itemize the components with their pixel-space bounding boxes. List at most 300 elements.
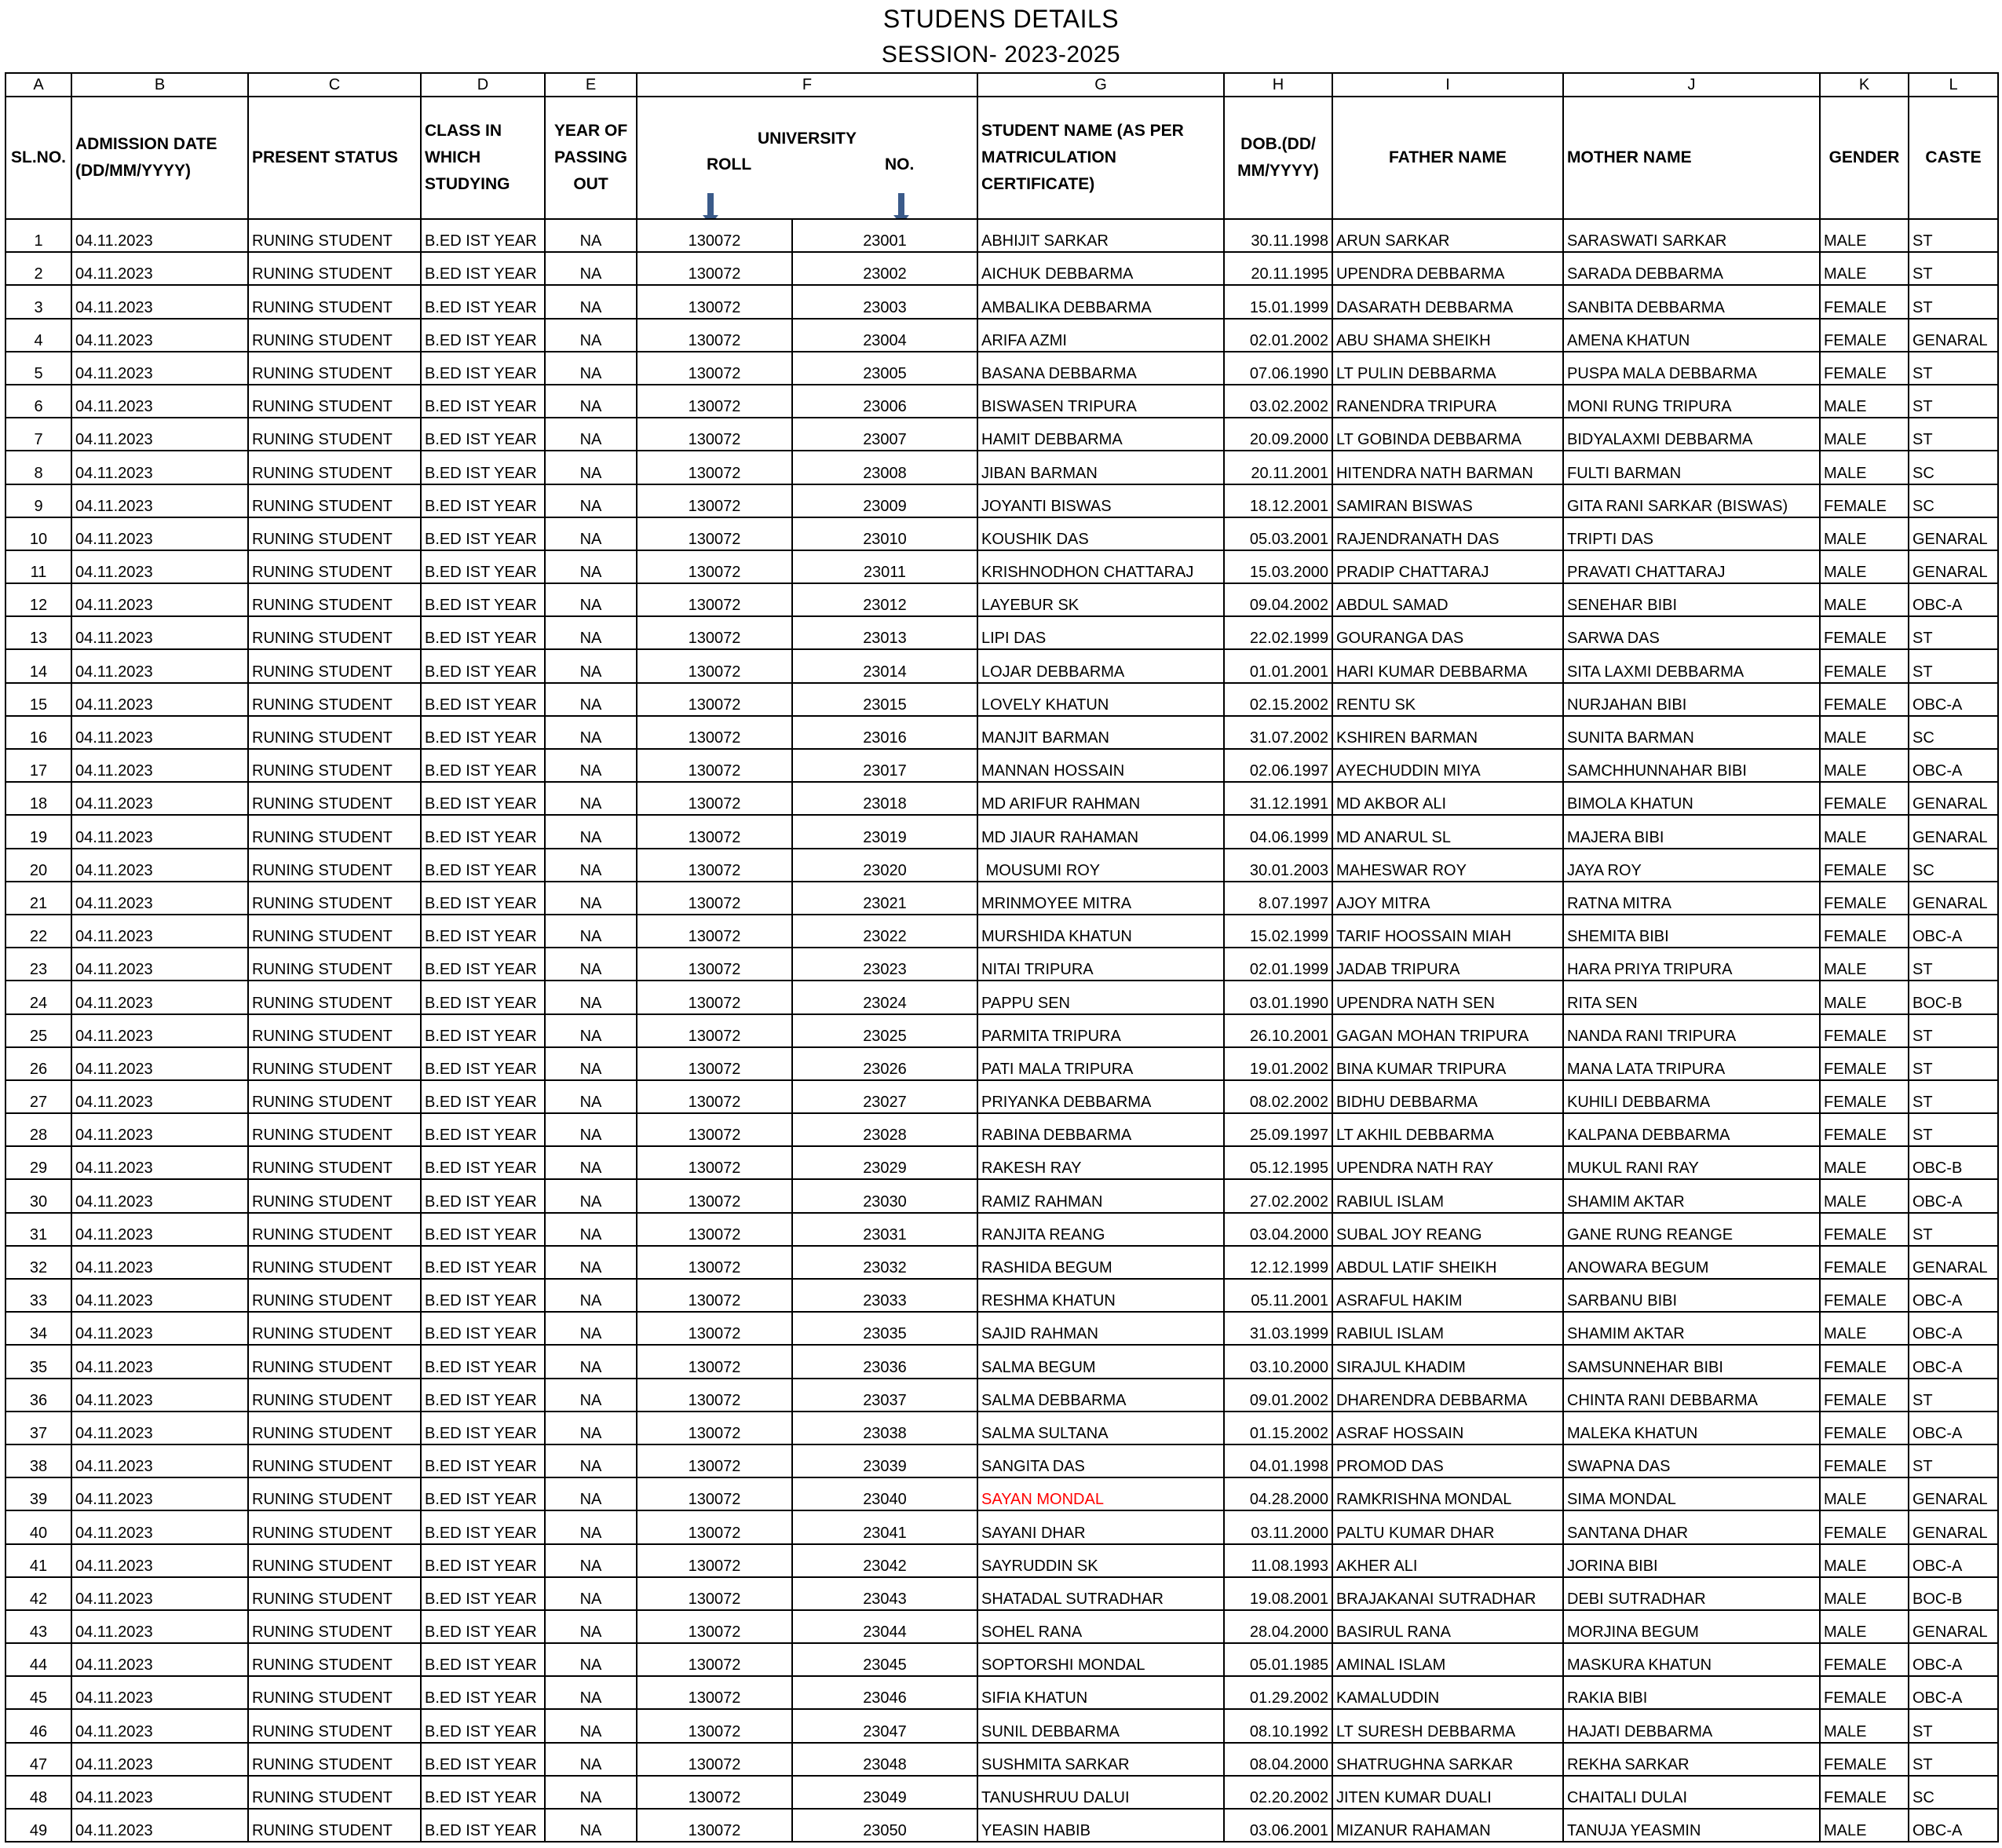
cell-student-name: SANGITA DAS	[977, 1444, 1224, 1477]
cell-university-no: 23044	[792, 1610, 977, 1643]
cell-admission-date: 04.11.2023	[71, 484, 248, 517]
cell-present-status: RUNING STUDENT	[248, 252, 421, 285]
cell-university-roll: 130072	[637, 1146, 792, 1179]
cell-caste: OBC-A	[1909, 1312, 1998, 1345]
cell-gender: FEMALE	[1820, 782, 1909, 815]
cell-admission-date: 04.11.2023	[71, 1014, 248, 1047]
cell-gender: FEMALE	[1820, 1279, 1909, 1312]
cell-university-roll: 130072	[637, 683, 792, 716]
cell-sl-no: 43	[5, 1610, 71, 1643]
cell-university-roll: 130072	[637, 649, 792, 682]
table-row	[5, 1312, 1998, 1345]
cell-year-of-passing: NA	[545, 550, 637, 583]
cell-sl-no: 23	[5, 948, 71, 981]
cell-gender: MALE	[1820, 749, 1909, 782]
cell-year-of-passing: NA	[545, 981, 637, 1013]
cell-university-roll: 130072	[637, 915, 792, 948]
cell-mother-name: SENEHAR BIBI	[1563, 583, 1820, 616]
cell-student-name: RABINA DEBBARMA	[977, 1113, 1224, 1146]
cell-gender: FEMALE	[1820, 1246, 1909, 1279]
cell-student-name: SAYAN MONDAL	[977, 1477, 1224, 1510]
table-row	[5, 1544, 1998, 1577]
cell-mother-name: MORJINA BEGUM	[1563, 1610, 1820, 1643]
header-row	[5, 97, 1998, 219]
cell-class: B.ED IST YEAR	[421, 1444, 545, 1477]
cell-year-of-passing: NA	[545, 815, 637, 848]
cell-university-no: 23041	[792, 1510, 977, 1543]
cell-university-no: 23020	[792, 849, 977, 882]
cell-admission-date: 04.11.2023	[71, 849, 248, 882]
cell-class: B.ED IST YEAR	[421, 1709, 545, 1742]
cell-university-roll: 130072	[637, 550, 792, 583]
cell-caste: OBC-A	[1909, 1279, 1998, 1312]
cell-university-no: 23036	[792, 1345, 977, 1378]
cell-class: B.ED IST YEAR	[421, 1610, 545, 1643]
cell-year-of-passing: NA	[545, 1146, 637, 1179]
cell-student-name: LAYEBUR SK	[977, 583, 1224, 616]
cell-university-no: 23032	[792, 1246, 977, 1279]
cell-student-name: KOUSHIK DAS	[977, 517, 1224, 550]
cell-university-roll: 130072	[637, 1113, 792, 1146]
cell-student-name: RESHMA KHATUN	[977, 1279, 1224, 1312]
cell-present-status: RUNING STUDENT	[248, 1014, 421, 1047]
cell-university-roll: 130072	[637, 1279, 792, 1312]
cell-caste: GENARAL	[1909, 1510, 1998, 1543]
column-letter-b: B	[71, 73, 248, 97]
cell-class: B.ED IST YEAR	[421, 882, 545, 915]
cell-sl-no: 2	[5, 252, 71, 285]
cell-father-name: UPENDRA NATH RAY	[1332, 1146, 1563, 1179]
cell-caste: ST	[1909, 1113, 1998, 1146]
cell-dob: 05.11.2001	[1224, 1279, 1332, 1312]
cell-university-roll: 130072	[637, 1709, 792, 1742]
cell-student-name: SUNIL DEBBARMA	[977, 1709, 1224, 1742]
cell-university-roll: 130072	[637, 1577, 792, 1610]
cell-gender: MALE	[1820, 385, 1909, 418]
column-letter-j: J	[1563, 73, 1820, 97]
cell-class: B.ED IST YEAR	[421, 849, 545, 882]
cell-class: B.ED IST YEAR	[421, 1676, 545, 1709]
cell-class: B.ED IST YEAR	[421, 1213, 545, 1246]
cell-present-status: RUNING STUDENT	[248, 1047, 421, 1080]
cell-university-roll: 130072	[637, 1412, 792, 1444]
cell-admission-date: 04.11.2023	[71, 616, 248, 649]
header-sl-no: SL.NO.	[5, 97, 71, 219]
table-row	[5, 219, 1998, 252]
cell-father-name: RANENDRA TRIPURA	[1332, 385, 1563, 418]
cell-year-of-passing: NA	[545, 1743, 637, 1776]
cell-year-of-passing: NA	[545, 915, 637, 948]
cell-class: B.ED IST YEAR	[421, 815, 545, 848]
cell-sl-no: 27	[5, 1080, 71, 1113]
cell-university-roll: 130072	[637, 1743, 792, 1776]
cell-sl-no: 45	[5, 1676, 71, 1709]
cell-year-of-passing: NA	[545, 882, 637, 915]
cell-father-name: HITENDRA NATH BARMAN	[1332, 451, 1563, 484]
cell-university-no: 23005	[792, 352, 977, 385]
column-letter-f: F	[637, 73, 977, 97]
cell-gender: MALE	[1820, 583, 1909, 616]
cell-caste: ST	[1909, 1213, 1998, 1246]
cell-mother-name: TRIPTI DAS	[1563, 517, 1820, 550]
cell-class: B.ED IST YEAR	[421, 1312, 545, 1345]
cell-present-status: RUNING STUDENT	[248, 1510, 421, 1543]
cell-student-name: TANUSHRUU DALUI	[977, 1776, 1224, 1809]
cell-dob: 31.03.1999	[1224, 1312, 1332, 1345]
cell-sl-no: 47	[5, 1743, 71, 1776]
cell-gender: FEMALE	[1820, 1014, 1909, 1047]
cell-class: B.ED IST YEAR	[421, 319, 545, 352]
column-letter-e: E	[545, 73, 637, 97]
cell-present-status: RUNING STUDENT	[248, 815, 421, 848]
cell-gender: FEMALE	[1820, 1113, 1909, 1146]
header-class: CLASS IN WHICH STUDYING	[421, 97, 545, 219]
table-row	[5, 915, 1998, 948]
cell-dob: 30.11.1998	[1224, 219, 1332, 252]
cell-year-of-passing: NA	[545, 716, 637, 749]
cell-sl-no: 13	[5, 616, 71, 649]
cell-student-name: ABHIJIT SARKAR	[977, 219, 1224, 252]
cell-sl-no: 11	[5, 550, 71, 583]
cell-gender: FEMALE	[1820, 1643, 1909, 1676]
cell-university-no: 23026	[792, 1047, 977, 1080]
cell-mother-name: SHAMIM AKTAR	[1563, 1312, 1820, 1345]
cell-university-no: 23035	[792, 1312, 977, 1345]
cell-mother-name: SIMA MONDAL	[1563, 1477, 1820, 1510]
cell-dob: 08.04.2000	[1224, 1743, 1332, 1776]
cell-present-status: RUNING STUDENT	[248, 451, 421, 484]
cell-gender: FEMALE	[1820, 683, 1909, 716]
cell-university-no: 23050	[792, 1809, 977, 1842]
cell-admission-date: 04.11.2023	[71, 1577, 248, 1610]
cell-student-name: RASHIDA BEGUM	[977, 1246, 1224, 1279]
cell-caste: OBC-A	[1909, 1643, 1998, 1676]
cell-mother-name: SHAMIM AKTAR	[1563, 1179, 1820, 1212]
cell-university-no: 23040	[792, 1477, 977, 1510]
cell-gender: MALE	[1820, 981, 1909, 1013]
cell-sl-no: 39	[5, 1477, 71, 1510]
cell-dob: 08.02.2002	[1224, 1080, 1332, 1113]
cell-admission-date: 04.11.2023	[71, 1510, 248, 1543]
cell-year-of-passing: NA	[545, 1113, 637, 1146]
cell-present-status: RUNING STUDENT	[248, 716, 421, 749]
cell-mother-name: MANA LATA TRIPURA	[1563, 1047, 1820, 1080]
cell-dob: 15.03.2000	[1224, 550, 1332, 583]
cell-sl-no: 44	[5, 1643, 71, 1676]
cell-caste: SC	[1909, 451, 1998, 484]
column-letter-l: L	[1909, 73, 1998, 97]
cell-father-name: BIDHU DEBBARMA	[1332, 1080, 1563, 1113]
student-details-table	[5, 72, 1999, 1843]
cell-admission-date: 04.11.2023	[71, 981, 248, 1013]
table-row	[5, 649, 1998, 682]
cell-university-no: 23006	[792, 385, 977, 418]
cell-gender: FEMALE	[1820, 616, 1909, 649]
cell-year-of-passing: NA	[545, 1544, 637, 1577]
cell-student-name: PRIYANKA DEBBARMA	[977, 1080, 1224, 1113]
cell-mother-name: JAYA ROY	[1563, 849, 1820, 882]
cell-university-roll: 130072	[637, 981, 792, 1013]
cell-present-status: RUNING STUDENT	[248, 1179, 421, 1212]
column-letter-row	[5, 73, 1998, 97]
cell-year-of-passing: NA	[545, 749, 637, 782]
cell-gender: MALE	[1820, 1709, 1909, 1742]
cell-class: B.ED IST YEAR	[421, 219, 545, 252]
column-letter-a: A	[5, 73, 71, 97]
cell-student-name: SALMA DEBBARMA	[977, 1379, 1224, 1412]
cell-mother-name: ANOWARA BEGUM	[1563, 1246, 1820, 1279]
cell-sl-no: 38	[5, 1444, 71, 1477]
cell-class: B.ED IST YEAR	[421, 1809, 545, 1842]
table-row	[5, 1709, 1998, 1742]
cell-year-of-passing: NA	[545, 1179, 637, 1212]
cell-university-no: 23029	[792, 1146, 977, 1179]
cell-university-no: 23011	[792, 550, 977, 583]
cell-university-no: 23047	[792, 1709, 977, 1742]
cell-mother-name: CHAITALI DULAI	[1563, 1776, 1820, 1809]
cell-student-name: KRISHNODHON CHATTARAJ	[977, 550, 1224, 583]
cell-year-of-passing: NA	[545, 616, 637, 649]
table-row	[5, 1047, 1998, 1080]
cell-gender: MALE	[1820, 1610, 1909, 1643]
cell-mother-name: NANDA RANI TRIPURA	[1563, 1014, 1820, 1047]
cell-university-roll: 130072	[637, 1379, 792, 1412]
cell-caste: GENARAL	[1909, 782, 1998, 815]
table-row	[5, 252, 1998, 285]
cell-dob: 03.10.2000	[1224, 1345, 1332, 1378]
cell-father-name: MD ANARUL SL	[1332, 815, 1563, 848]
cell-year-of-passing: NA	[545, 683, 637, 716]
cell-university-no: 23017	[792, 749, 977, 782]
cell-admission-date: 04.11.2023	[71, 1246, 248, 1279]
cell-caste: GENARAL	[1909, 550, 1998, 583]
cell-university-no: 23019	[792, 815, 977, 848]
cell-student-name: PAPPU SEN	[977, 981, 1224, 1013]
column-letter-c: C	[248, 73, 421, 97]
table-row	[5, 517, 1998, 550]
cell-present-status: RUNING STUDENT	[248, 550, 421, 583]
cell-university-roll: 130072	[637, 1643, 792, 1676]
header-caste: CASTE	[1909, 97, 1998, 219]
cell-caste: GENARAL	[1909, 815, 1998, 848]
cell-father-name: JITEN KUMAR DUALI	[1332, 1776, 1563, 1809]
cell-sl-no: 29	[5, 1146, 71, 1179]
cell-university-no: 23010	[792, 517, 977, 550]
cell-sl-no: 33	[5, 1279, 71, 1312]
table-row	[5, 1676, 1998, 1709]
cell-year-of-passing: NA	[545, 583, 637, 616]
cell-class: B.ED IST YEAR	[421, 716, 545, 749]
cell-present-status: RUNING STUDENT	[248, 319, 421, 352]
cell-dob: 19.08.2001	[1224, 1577, 1332, 1610]
cell-student-name: SIFIA KHATUN	[977, 1676, 1224, 1709]
cell-present-status: RUNING STUDENT	[248, 1412, 421, 1444]
cell-student-name: YEASIN HABIB	[977, 1809, 1224, 1842]
cell-gender: MALE	[1820, 1577, 1909, 1610]
cell-student-name: SAYRUDDIN SK	[977, 1544, 1224, 1577]
cell-present-status: RUNING STUDENT	[248, 749, 421, 782]
cell-present-status: RUNING STUDENT	[248, 385, 421, 418]
cell-university-no: 23009	[792, 484, 977, 517]
cell-gender: FEMALE	[1820, 1080, 1909, 1113]
cell-present-status: RUNING STUDENT	[248, 649, 421, 682]
cell-year-of-passing: NA	[545, 1510, 637, 1543]
cell-admission-date: 04.11.2023	[71, 517, 248, 550]
cell-mother-name: BIMOLA KHATUN	[1563, 782, 1820, 815]
cell-caste: OBC-A	[1909, 683, 1998, 716]
cell-admission-date: 04.11.2023	[71, 1345, 248, 1378]
cell-year-of-passing: NA	[545, 219, 637, 252]
cell-university-roll: 130072	[637, 1610, 792, 1643]
cell-sl-no: 8	[5, 451, 71, 484]
cell-class: B.ED IST YEAR	[421, 1113, 545, 1146]
cell-father-name: MD AKBOR ALI	[1332, 782, 1563, 815]
cell-year-of-passing: NA	[545, 849, 637, 882]
cell-class: B.ED IST YEAR	[421, 1776, 545, 1809]
cell-caste: SC	[1909, 849, 1998, 882]
cell-mother-name: SARBANU BIBI	[1563, 1279, 1820, 1312]
cell-student-name: LIPI DAS	[977, 616, 1224, 649]
cell-sl-no: 15	[5, 683, 71, 716]
cell-university-roll: 130072	[637, 418, 792, 451]
cell-dob: 04.06.1999	[1224, 815, 1332, 848]
cell-present-status: RUNING STUDENT	[248, 1312, 421, 1345]
table-row	[5, 1146, 1998, 1179]
cell-admission-date: 04.11.2023	[71, 1444, 248, 1477]
table-row	[5, 882, 1998, 915]
cell-father-name: LT GOBINDA DEBBARMA	[1332, 418, 1563, 451]
header-dob: DOB.(DD/ MM/YYYY)	[1224, 97, 1332, 219]
cell-gender: FEMALE	[1820, 285, 1909, 318]
cell-present-status: RUNING STUDENT	[248, 1643, 421, 1676]
cell-student-name: SHATADAL SUTRADHAR	[977, 1577, 1224, 1610]
cell-university-no: 23033	[792, 1279, 977, 1312]
cell-class: B.ED IST YEAR	[421, 1179, 545, 1212]
cell-university-no: 23048	[792, 1743, 977, 1776]
cell-gender: MALE	[1820, 815, 1909, 848]
cell-caste: GENARAL	[1909, 1610, 1998, 1643]
cell-caste: BOC-B	[1909, 1577, 1998, 1610]
cell-father-name: KSHIREN BARMAN	[1332, 716, 1563, 749]
cell-dob: 18.12.2001	[1224, 484, 1332, 517]
cell-mother-name: AMENA KHATUN	[1563, 319, 1820, 352]
cell-class: B.ED IST YEAR	[421, 649, 545, 682]
cell-university-no: 23042	[792, 1544, 977, 1577]
cell-admission-date: 04.11.2023	[71, 749, 248, 782]
cell-sl-no: 14	[5, 649, 71, 682]
cell-present-status: RUNING STUDENT	[248, 517, 421, 550]
cell-gender: MALE	[1820, 550, 1909, 583]
cell-university-roll: 130072	[637, 1047, 792, 1080]
cell-present-status: RUNING STUDENT	[248, 484, 421, 517]
cell-gender: FEMALE	[1820, 849, 1909, 882]
cell-class: B.ED IST YEAR	[421, 550, 545, 583]
cell-dob: 02.01.1999	[1224, 948, 1332, 981]
cell-caste: ST	[1909, 1379, 1998, 1412]
cell-class: B.ED IST YEAR	[421, 1146, 545, 1179]
cell-dob: 02.06.1997	[1224, 749, 1332, 782]
cell-mother-name: HAJATI DEBBARMA	[1563, 1709, 1820, 1742]
cell-student-name: HAMIT DEBBARMA	[977, 418, 1224, 451]
cell-university-no: 23024	[792, 981, 977, 1013]
cell-class: B.ED IST YEAR	[421, 517, 545, 550]
cell-father-name: TARIF HOOSSAIN MIAH	[1332, 915, 1563, 948]
cell-student-name: MANJIT BARMAN	[977, 716, 1224, 749]
cell-year-of-passing: NA	[545, 517, 637, 550]
cell-present-status: RUNING STUDENT	[248, 352, 421, 385]
cell-sl-no: 35	[5, 1345, 71, 1378]
cell-university-no: 23028	[792, 1113, 977, 1146]
cell-father-name: MAHESWAR ROY	[1332, 849, 1563, 882]
cell-university-roll: 130072	[637, 716, 792, 749]
cell-present-status: RUNING STUDENT	[248, 1809, 421, 1842]
cell-sl-no: 36	[5, 1379, 71, 1412]
cell-present-status: RUNING STUDENT	[248, 616, 421, 649]
cell-admission-date: 04.11.2023	[71, 1146, 248, 1179]
table-row	[5, 948, 1998, 981]
cell-mother-name: PRAVATI CHATTARAJ	[1563, 550, 1820, 583]
cell-year-of-passing: NA	[545, 1610, 637, 1643]
cell-university-roll: 130072	[637, 1444, 792, 1477]
cell-caste: GENARAL	[1909, 517, 1998, 550]
table-row	[5, 550, 1998, 583]
cell-class: B.ED IST YEAR	[421, 981, 545, 1013]
cell-present-status: RUNING STUDENT	[248, 1709, 421, 1742]
cell-university-no: 23013	[792, 616, 977, 649]
cell-class: B.ED IST YEAR	[421, 418, 545, 451]
cell-dob: 02.15.2002	[1224, 683, 1332, 716]
cell-father-name: DHARENDRA DEBBARMA	[1332, 1379, 1563, 1412]
cell-father-name: ABDUL SAMAD	[1332, 583, 1563, 616]
cell-dob: 09.01.2002	[1224, 1379, 1332, 1412]
table-row	[5, 1213, 1998, 1246]
cell-caste: BOC-B	[1909, 981, 1998, 1013]
cell-university-roll: 130072	[637, 385, 792, 418]
cell-sl-no: 3	[5, 285, 71, 318]
header-father-name: FATHER NAME	[1332, 97, 1563, 219]
cell-university-roll: 130072	[637, 352, 792, 385]
cell-university-roll: 130072	[637, 451, 792, 484]
cell-class: B.ED IST YEAR	[421, 1544, 545, 1577]
cell-gender: FEMALE	[1820, 319, 1909, 352]
cell-class: B.ED IST YEAR	[421, 1047, 545, 1080]
cell-class: B.ED IST YEAR	[421, 1412, 545, 1444]
cell-mother-name: MONI RUNG TRIPURA	[1563, 385, 1820, 418]
table-row	[5, 1279, 1998, 1312]
cell-university-roll: 130072	[637, 882, 792, 915]
cell-university-roll: 130072	[637, 1544, 792, 1577]
cell-year-of-passing: NA	[545, 451, 637, 484]
cell-dob: 03.04.2000	[1224, 1213, 1332, 1246]
cell-father-name: ABDUL LATIF SHEIKH	[1332, 1246, 1563, 1279]
cell-class: B.ED IST YEAR	[421, 285, 545, 318]
cell-student-name: SOPTORSHI MONDAL	[977, 1643, 1224, 1676]
cell-sl-no: 9	[5, 484, 71, 517]
cell-mother-name: REKHA SARKAR	[1563, 1743, 1820, 1776]
cell-year-of-passing: NA	[545, 1412, 637, 1444]
cell-university-no: 23014	[792, 649, 977, 682]
cell-student-name: LOVELY KHATUN	[977, 683, 1224, 716]
column-letter-h: H	[1224, 73, 1332, 97]
table-row	[5, 1510, 1998, 1543]
cell-class: B.ED IST YEAR	[421, 948, 545, 981]
table-row	[5, 1412, 1998, 1444]
cell-university-roll: 130072	[637, 1809, 792, 1842]
cell-admission-date: 04.11.2023	[71, 1776, 248, 1809]
cell-mother-name: KALPANA DEBBARMA	[1563, 1113, 1820, 1146]
cell-dob: 31.12.1991	[1224, 782, 1332, 815]
cell-mother-name: SARASWATI SARKAR	[1563, 219, 1820, 252]
